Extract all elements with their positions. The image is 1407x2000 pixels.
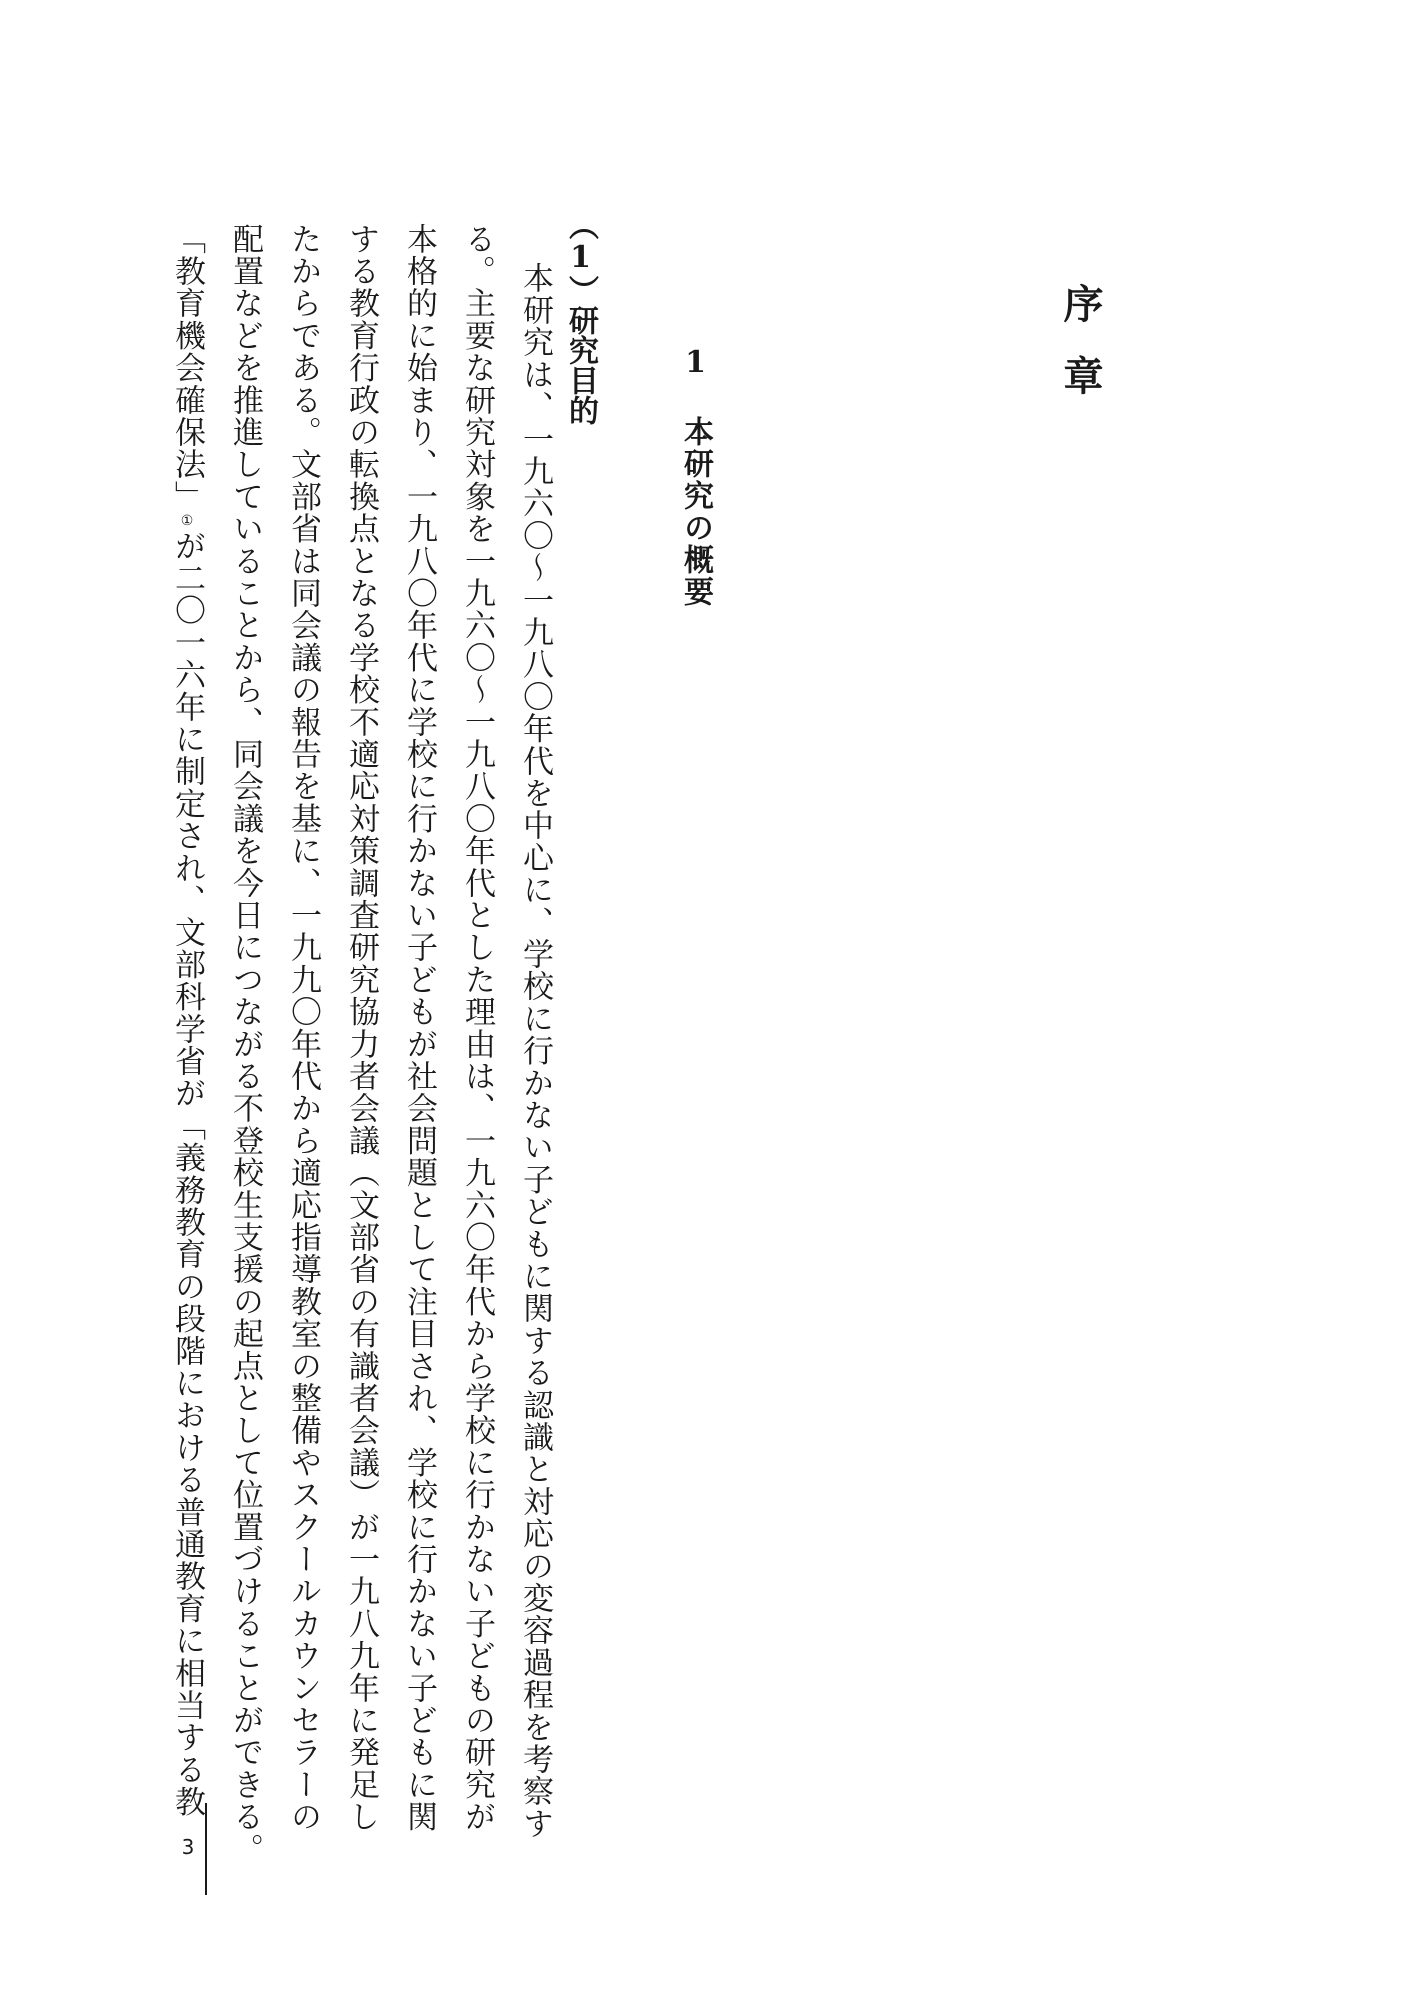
page-number-rule xyxy=(205,1803,207,1895)
chapter-title: 序章 xyxy=(1057,283,1104,427)
body-line-7 xyxy=(162,223,205,1819)
page-number: 3 xyxy=(181,1835,195,1859)
body-line-3: 本格的に始まり、一九八〇年代に学校に行かない子どもが社会問題として注目され、学校に行かない子どもに関 xyxy=(401,223,437,1833)
body-line-2: る。主要な研究対象を一九六〇〜一九八〇年代とした理由は、一九六〇年代から学校に行かない子どもの研究が xyxy=(459,223,495,1833)
body-line-5: たからである。文部省は同会議の報告を基に、一九九〇年代から適応指導教室の整備やスクールカウンセラーの xyxy=(285,223,321,1833)
law-name: 「教育機会確保法」 xyxy=(169,223,205,513)
section-heading xyxy=(670,345,713,608)
body-line-4: する教育行政の転換点となる学校不適応対策調査研究協力者会議（文部省の有識者会議）が一九八九年に発足し xyxy=(343,223,379,1833)
body-line-1: 本研究は、一九六〇〜一九八〇年代を中心に、学校に行かない子どもに関する認識と対応の変容過程を考察す xyxy=(517,262,553,1840)
body-line-7-rest: が二〇一六年に制定され、文部科学省が「義務教育の段階における普通教育に相当する教 xyxy=(169,530,205,1819)
body-line-6: 配置などを推進していることから、同会議を今日につながる不登校生支援の起点として位置づけることができる。 xyxy=(227,223,263,1866)
section-title: 本研究の概要 xyxy=(678,416,713,608)
footnote-ref[interactable]: ① xyxy=(179,512,195,531)
subsection-heading: （1）研究目的 xyxy=(563,210,598,425)
section-number: 1 xyxy=(678,345,713,382)
